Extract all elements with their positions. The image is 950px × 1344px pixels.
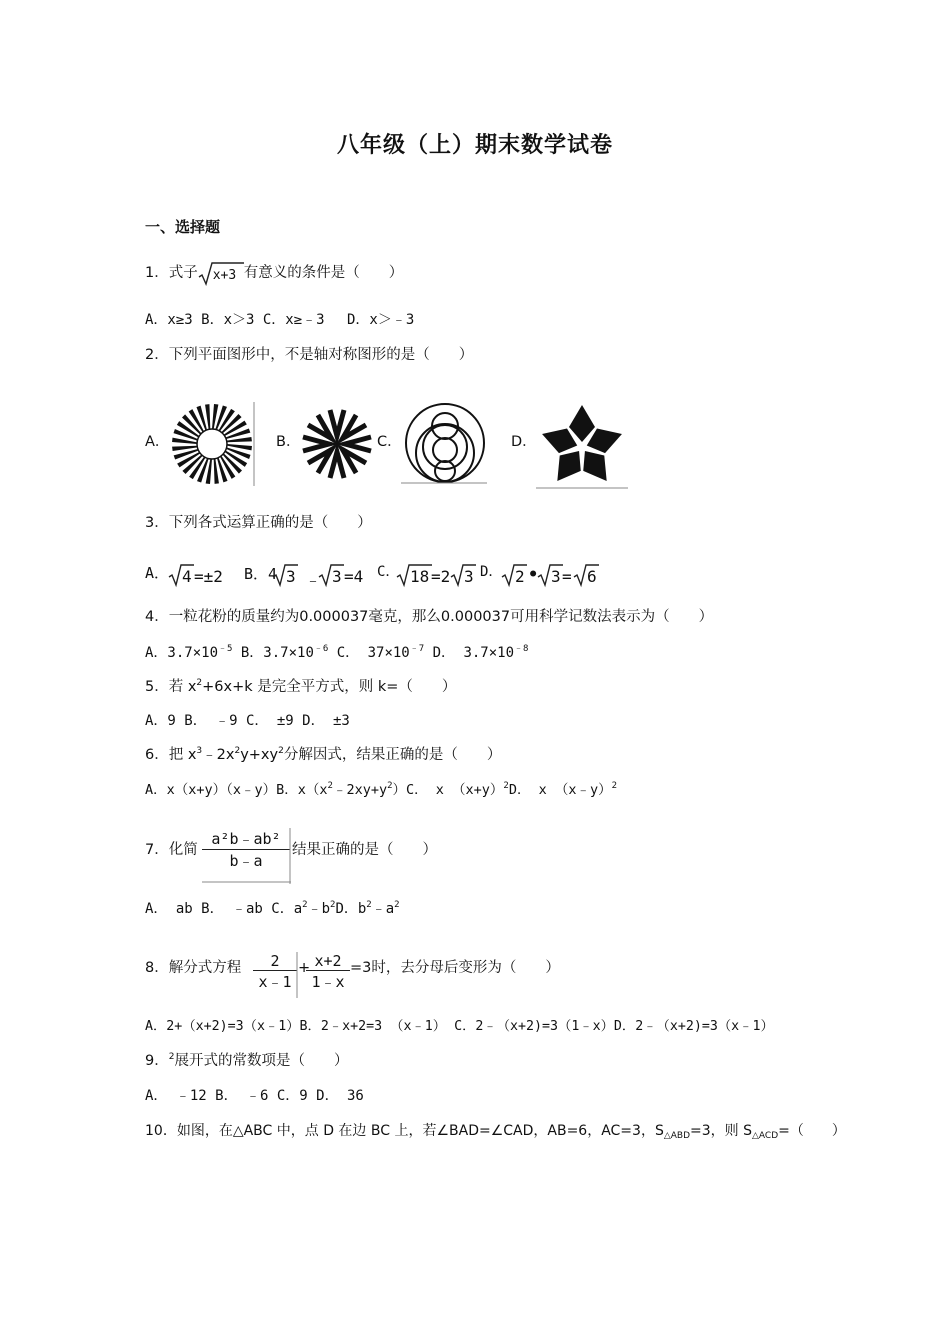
question-4-options: A．$3.7\times 10^{﹣5}$ B．$3.7\times 10^{﹣6}$ C． $37\times 10^{﹣7}$ D． $3.7\times 10^{﹣8}$ <box>145 644 529 661</box>
sunburst-inner-ring <box>197 429 227 459</box>
chevron-arm <box>330 410 344 436</box>
question-3-options: A． <box>145 564 170 582</box>
question-8-post: =3时，去分母后变形为（ ） <box>350 960 560 976</box>
question-2-stem: 2．下列平面图形中，不是轴对称图形的是（ ） <box>145 347 474 363</box>
q2-label-a: A． <box>145 434 170 450</box>
question-4-stem: 4．一粒花粉的质量约为0.000037毫克，那么0.000037可用科学记数法表示为（ ） <box>145 609 714 625</box>
question-1-options: A．x≥3 B．x＞3 C．x≥﹣3 D．x＞﹣3 <box>145 312 415 328</box>
q2-label-b: B． <box>276 434 301 450</box>
question-7-post: 结果正确的是（ ） <box>292 842 437 858</box>
q8-fraction-1: 2 x﹣1 <box>253 952 297 992</box>
question-3-stem: 3．下列各式运算正确的是（ ） <box>145 515 372 531</box>
question-8-pre: 8．解分式方程 <box>145 960 242 976</box>
question-10-stem: 10．如图，在△ABC 中，点 D 在边 BC 上，若∠BAD=∠CAD，AB=6，AC=3，$S_{\triangle ABD}=3$，则 $S_{\triangle ACD}=$（ ） <box>145 1123 846 1141</box>
fraction-border-line <box>202 881 291 883</box>
q8-plus: + <box>298 960 311 976</box>
kite-shape <box>547 443 590 488</box>
q3-option-b-expr: 3 ﹣ 3 =4 <box>272 562 372 588</box>
q3-option-a-expr: 4 =±2 <box>168 562 240 588</box>
sunburst-blade <box>174 449 199 460</box>
question-8-options: A．2+（x+2)=3（x﹣1）B．2﹣x+2=3 （x﹣1） C．2﹣（x+2)=3（1﹣x）D．2﹣（x+2)=3（x﹣1） <box>145 1019 774 1034</box>
sunburst-blade <box>196 406 207 431</box>
q3-option-c-label: C． <box>377 564 400 580</box>
sunburst-circle-icon <box>168 402 258 486</box>
kite-shape <box>569 405 595 442</box>
q8-fraction-2: x+2 1﹣x <box>306 952 350 992</box>
question-7-options: A． ab B． ﹣ab C．$a^2﹣b^2D$．$b^2﹣a^2$ <box>145 900 400 917</box>
q3-option-d-expr: 2 • 3 = 6 <box>501 562 605 588</box>
kite-shape <box>574 443 617 488</box>
nested-circles-icon <box>401 402 491 486</box>
chevron-arm <box>330 452 344 478</box>
question-6-options: A．x（x+y）（x﹣y）B．$x(x^2﹣2xy+y^2)C$． x $(x+y)^2D$． x （x﹣y）$^2$ <box>145 781 618 798</box>
sunburst-blade <box>217 458 228 483</box>
question-5-stem: 5．若 $x^2+6x+k$ 是完全平方式，则 k=（ ） <box>145 678 457 695</box>
fraction-border-line <box>289 828 291 884</box>
q2-label-d: D． <box>511 434 537 450</box>
question-1-stem: 1．式子 x+3 有意义的条件是（ ） <box>145 263 403 283</box>
question-7-pre: 7．化简 <box>145 842 198 858</box>
q3-option-c-expr: 18 =2 3 <box>396 562 480 588</box>
page-title: 八年级（上）期末数学试卷 <box>336 133 613 158</box>
sqrt-expression: x+3 <box>198 263 244 283</box>
sunburst-blade <box>226 428 251 439</box>
q3-option-b-label: B．4 <box>244 565 278 583</box>
kite-star-icon <box>536 403 628 489</box>
question-6-stem: 6．把 $x^3﹣2x^2y+xy^2$分解因式，结果正确的是（ ） <box>145 746 502 763</box>
chevron-arm <box>345 437 371 451</box>
asterisk-chevron-icon <box>297 404 377 484</box>
q7-fraction: a²b﹣ab² b﹣a <box>202 828 290 871</box>
question-9-options: A． ﹣12 B． ﹣6 C．9 D． 36 <box>145 1088 364 1104</box>
chevron-arm <box>303 437 329 451</box>
q2-label-c: C． <box>377 434 402 450</box>
question-9-stem: 9．$^2$展开式的常数项是（ ） <box>145 1052 349 1069</box>
section-heading-choice: 一、选择题 <box>145 218 221 236</box>
q3-option-d-label: D． <box>480 564 503 580</box>
question-5-options: A．9 B． ﹣9 C． ±9 D． ±3 <box>145 713 350 729</box>
